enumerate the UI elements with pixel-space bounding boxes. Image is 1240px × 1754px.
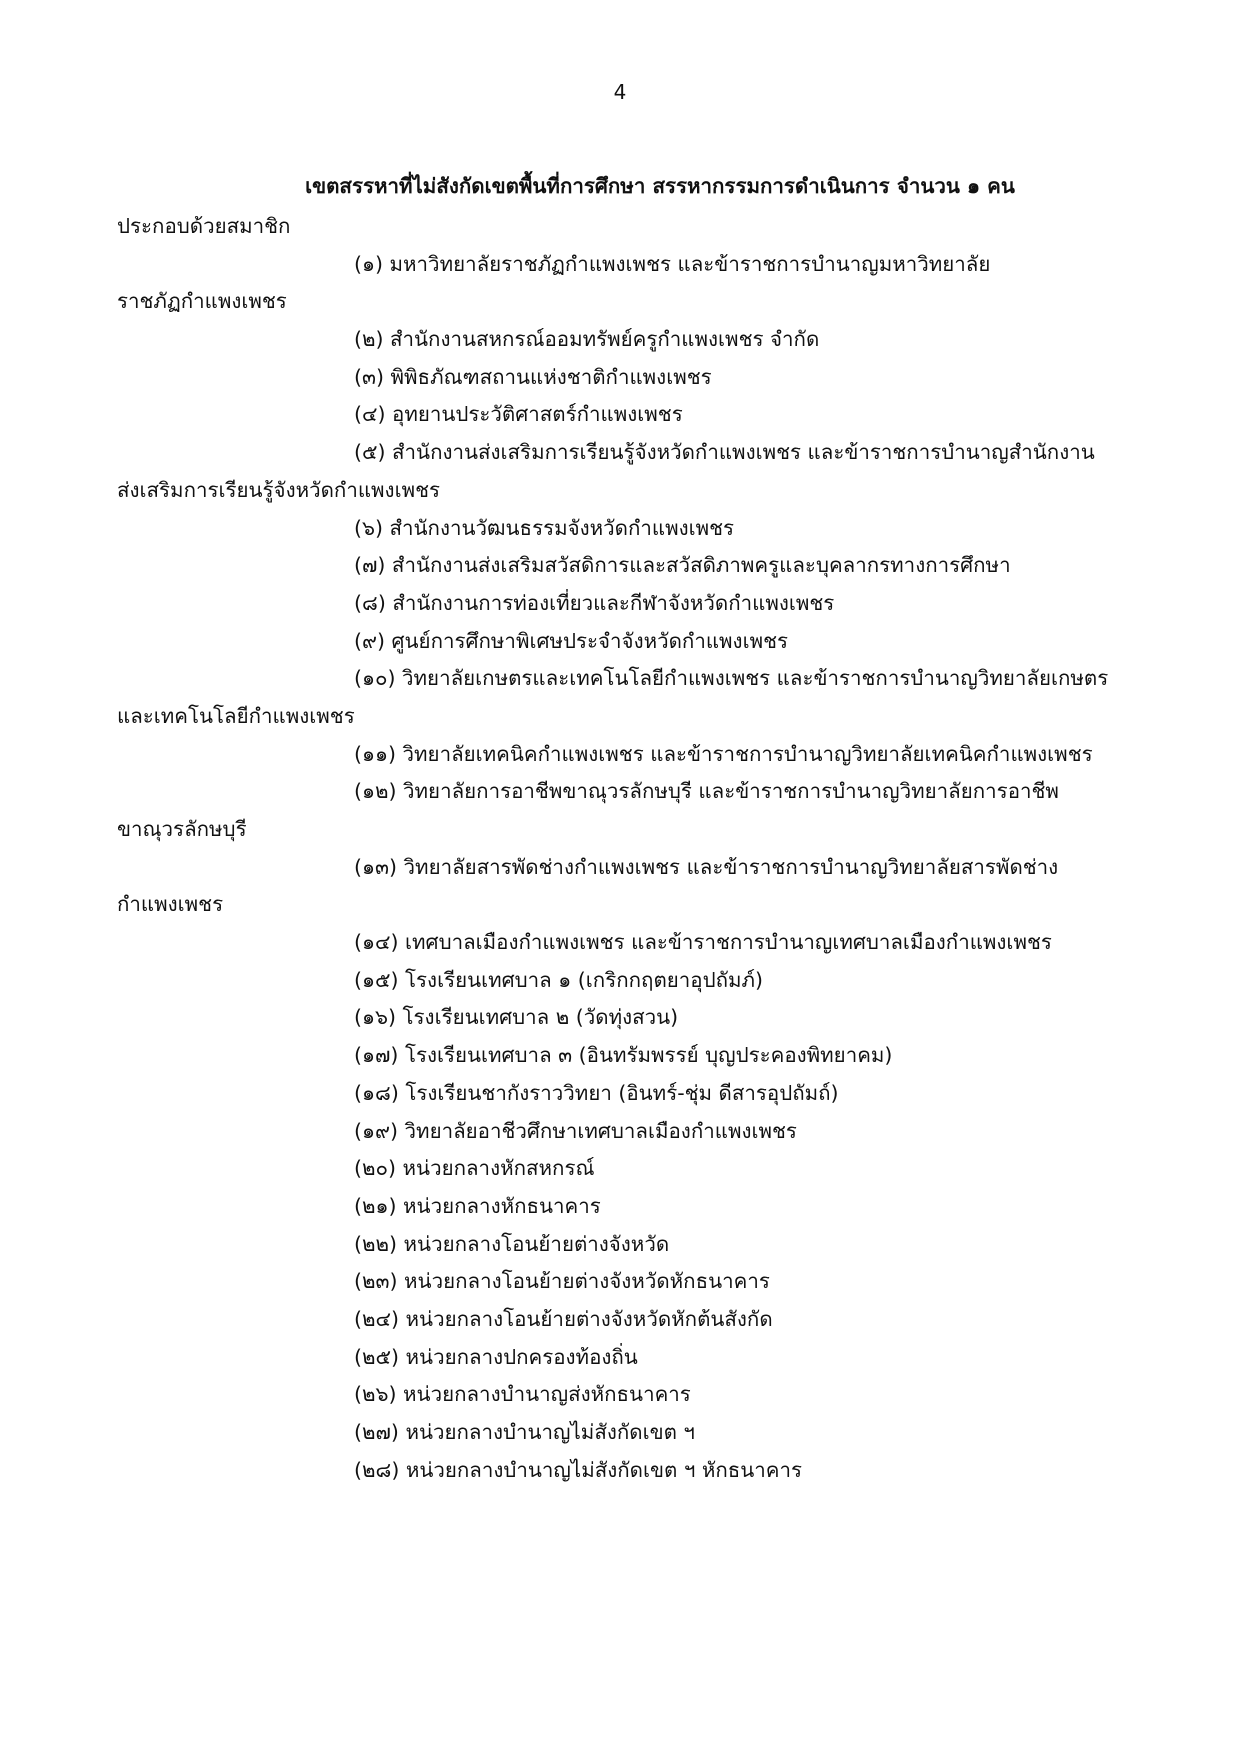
list-item-22: (๒๒) หน่วยกลางโอนย้ายต่างจังหวัด [354, 1231, 670, 1256]
intro-line: ประกอบด้วยสมาชิก [117, 214, 291, 238]
list-item-13: (๑๓) วิทยาลัยสารพัดช่างกำแพงเพชร และข้าราชการบำนาญวิทยาลัยสารพัดช่าง [354, 854, 1059, 879]
list-item-16: (๑๖) โรงเรียนเทศบาล ๒ (วัดทุ่งสวน) [354, 1005, 679, 1030]
list-item-27: (๒๗) หน่วยกลางบำนาญไม่สังกัดเขต ฯ [354, 1420, 695, 1444]
list-item-5-continuation: ส่งเสริมการเรียนรู้จังหวัดกำแพงเพชร [117, 477, 441, 502]
list-item-19: (๑๙) วิทยาลัยอาชีวศึกษาเทศบาลเมืองกำแพงเพชร [354, 1118, 797, 1143]
list-item-4: (๔) อุทยานประวัติศาสตร์กำแพงเพชร [354, 402, 683, 427]
list-item-11: (๑๑) วิทยาลัยเทคนิคกำแพงเพชร และข้าราชการบำนาญวิทยาลัยเทคนิคกำแพงเพชร [354, 741, 1093, 766]
list-item-23: (๒๓) หน่วยกลางโอนย้ายต่างจังหวัดหักธนาคาร [354, 1269, 770, 1294]
list-item-12-continuation: ขาณุวรลักษบุรี [117, 817, 247, 841]
section-title: เขตสรรหาที่ไม่สังกัดเขตพื้นที่การศึกษา สรรหากรรมการดำเนินการ จำนวน ๑ คน [305, 174, 1015, 198]
list-item-14: (๑๔) เทศบาลเมืองกำแพงเพชร และข้าราชการบำนาญเทศบาลเมืองกำแพงเพชร [354, 930, 1052, 955]
list-item-20: (๒๐) หน่วยกลางหักสหกรณ์ [354, 1156, 595, 1181]
page-number: 4 [613, 80, 627, 104]
list-item-10: (๑๐) วิทยาลัยเกษตรและเทคโนโลยีกำแพงเพชร และข้าราชการบำนาญวิทยาลัยเกษตร [354, 666, 1109, 691]
list-item-1: (๑) มหาวิทยาลัยราชภัฏกำแพงเพชร และข้าราชการบำนาญมหาวิทยาลัย [354, 251, 991, 276]
list-item-25: (๒๕) หน่วยกลางปกครองท้องถิ่น [354, 1344, 638, 1369]
list-item-9: (๙) ศูนย์การศึกษาพิเศษประจำจังหวัดกำแพงเพชร [354, 628, 789, 653]
list-item-10-continuation: และเทคโนโลยีกำแพงเพชร [117, 703, 355, 728]
list-item-24: (๒๔) หน่วยกลางโอนย้ายต่างจังหวัดหักต้นสังกัด [354, 1306, 773, 1331]
list-item-21: (๒๑) หน่วยกลางหักธนาคาร [354, 1193, 601, 1218]
list-item-13-continuation: กำแพงเพชร [117, 892, 224, 917]
list-item-28: (๒๘) หน่วยกลางบำนาญไม่สังกัดเขต ฯ หักธนาคาร [354, 1457, 803, 1482]
list-item-2: (๒) สำนักงานสหกรณ์ออมทรัพย์ครูกำแพงเพชร จำกัด [354, 327, 820, 352]
list-item-7: (๗) สำนักงานส่งเสริมสวัสดิการและสวัสดิภาพครูและบุคลากรทางการศึกษา [354, 553, 1011, 578]
list-item-26: (๒๖) หน่วยกลางบำนาญส่งหักธนาคาร [354, 1382, 691, 1407]
list-item-15: (๑๕) โรงเรียนเทศบาล ๑ (เกริกกฤตยาอุปถัมภ์) [354, 967, 764, 992]
list-item-3: (๓) พิพิธภัณฑสถานแห่งชาติกำแพงเพชร [354, 364, 712, 389]
list-item-1-continuation: ราชภัฏกำแพงเพชร [117, 289, 287, 314]
list-item-18: (๑๘) โรงเรียนชากังราววิทยา (อินทร์-ชุ่ม ดีสารอุปถัมถ์) [354, 1080, 839, 1105]
list-item-12: (๑๒) วิทยาลัยการอาชีพขาณุวรลักษบุรี และข้าราชการบำนาญวิทยาลัยการอาชีพ [354, 779, 1059, 804]
list-item-17: (๑๗) โรงเรียนเทศบาล ๓ (อินทรัมพรรย์ บุญประคองพิทยาคม) [354, 1043, 893, 1068]
list-item-5: (๕) สำนักงานส่งเสริมการเรียนรู้จังหวัดกำแพงเพชร และข้าราชการบำนาญสำนักงาน [354, 440, 1095, 465]
list-item-6: (๖) สำนักงานวัฒนธรรมจังหวัดกำแพงเพชร [354, 515, 735, 540]
list-item-8: (๘) สำนักงานการท่องเที่ยวและกีฬาจังหวัดกำแพงเพชร [354, 590, 835, 615]
member-list [117, 208, 1137, 1489]
